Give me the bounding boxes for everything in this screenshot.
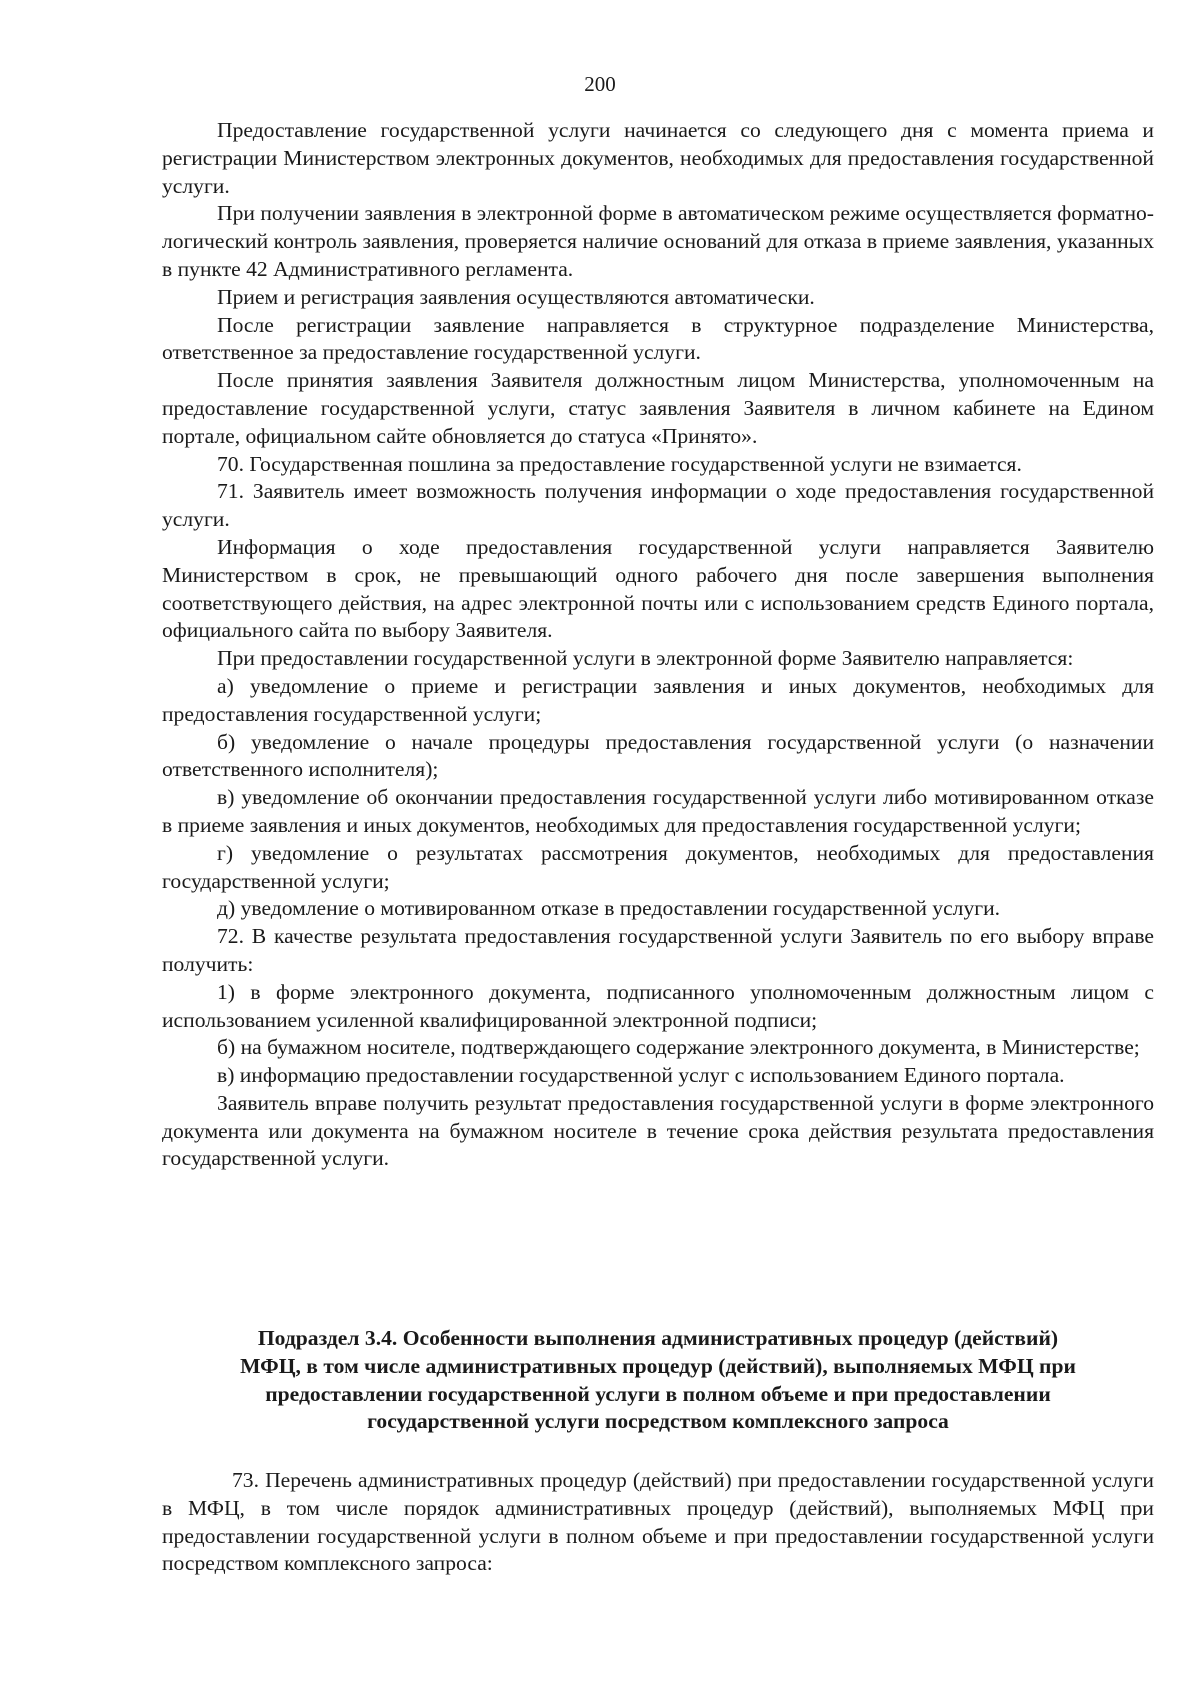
section-heading-line: МФЦ, в том числе административных процедур (действий), выполняемых МФЦ при: [240, 1353, 1076, 1378]
section-heading: [162, 1325, 1154, 1436]
paragraph-item-73: 73. Перечень административных процедур (действий) при предоставлении государственной услуги в МФЦ, в том числе порядок административных процедур (действий), выполняемых МФЦ при предоставлении государственной услуги в полном объеме и при предоставлении государственной услуги посредством комплексного запроса:: [162, 1468, 1154, 1576]
list-item: б) на бумажном носителе, подтверждающего содержание электронного документа, в Министерстве;: [217, 1035, 1140, 1060]
paragraph: Предоставление государственной услуги начинается со следующего дня с момента приема и регистрации Министерством электронных документов, необходимых для предоставления государственной услуги.: [162, 118, 1154, 198]
section-body: [162, 1467, 1154, 1578]
section-heading-line: Подраздел 3.4. Особенности выполнения административных процедур (действий): [257, 1326, 1059, 1350]
section-heading-line: государственной услуги посредством комплексного запроса: [367, 1409, 949, 1434]
list-item: а) уведомление о приеме и регистрации заявления и иных документов, необходимых для предоставления государственной услуги;: [162, 673, 1154, 726]
paragraph-item-71: 71. Заявитель имеет возможность получения информации о ходе предоставления государственной услуги.: [162, 479, 1154, 532]
paragraph-item-72: 72. В качестве результата предоставления государственной услуги Заявитель по его выбору вправе получить:: [162, 924, 1154, 976]
paragraph-item-70: 70. Государственная пошлина за предоставление государственной услуги не взимается.: [217, 451, 1022, 476]
document-body: [162, 117, 1154, 1173]
list-item: д) уведомление о мотивированном отказе в предоставлении государственной услуги.: [217, 896, 1001, 921]
paragraph: После принятия заявления Заявителя должностным лицом Министерства, уполномоченным на предоставление государственной услуги, статус заявления Заявителя в личном кабинете на Едином портале, официальном сайте обновляется до статуса «Принято».: [162, 368, 1154, 448]
list-item: в) уведомление об окончании предоставления государственной услуги либо мотивированном отказе в приеме заявления и иных документов, необходимых для предоставления государственной услуги;: [162, 785, 1154, 837]
paragraph: Заявитель вправе получить результат предоставления государственной услуги в форме электронного документа или документа на бумажном носителе в течение срока действия результата предоставления государственной услуги.: [162, 1090, 1154, 1171]
paragraph: Прием и регистрация заявления осуществляются автоматически.: [217, 284, 815, 309]
paragraph: После регистрации заявление направляется в структурное подразделение Министерства, ответственное за предоставление государственной услуги.: [162, 312, 1154, 365]
paragraph: При получении заявления в электронной форме в автоматическом режиме осуществляется форматно-логический контроль заявления, проверяется наличие оснований для отказа в приеме заявления, указанных в пункте 42 Административного регламента.: [162, 201, 1154, 281]
section-heading-line: предоставлении государственной услуги в полном объеме и при предоставлении: [265, 1381, 1051, 1406]
list-item: б) уведомление о начале процедуры предоставления государственной услуги (о назначении ответственного исполнителя);: [162, 729, 1154, 782]
paragraph: При предоставлении государственной услуги в электронной форме Заявителю направляется:: [217, 646, 1074, 671]
page-number: 200: [584, 72, 616, 96]
list-item: г) уведомление о результатах рассмотрения документов, необходимых для предоставления государственной услуги;: [162, 840, 1154, 893]
list-item: 1) в форме электронного документа, подписанного уполномоченным должностным лицом с использованием усиленной квалифицированной электронной подписи;: [162, 979, 1154, 1032]
list-item: в) информацию предоставлении государственной услуг с использованием Единого портала.: [217, 1063, 1065, 1088]
paragraph: Информация о ходе предоставления государственной услуги направляется Заявителю Министерством в срок, не превышающий одного рабочего дня после завершения выполнения соответствующего действия, на адрес электронной почты или с использованием средств Единого портала, официального сайта по выбору Заявителя.: [162, 534, 1154, 643]
